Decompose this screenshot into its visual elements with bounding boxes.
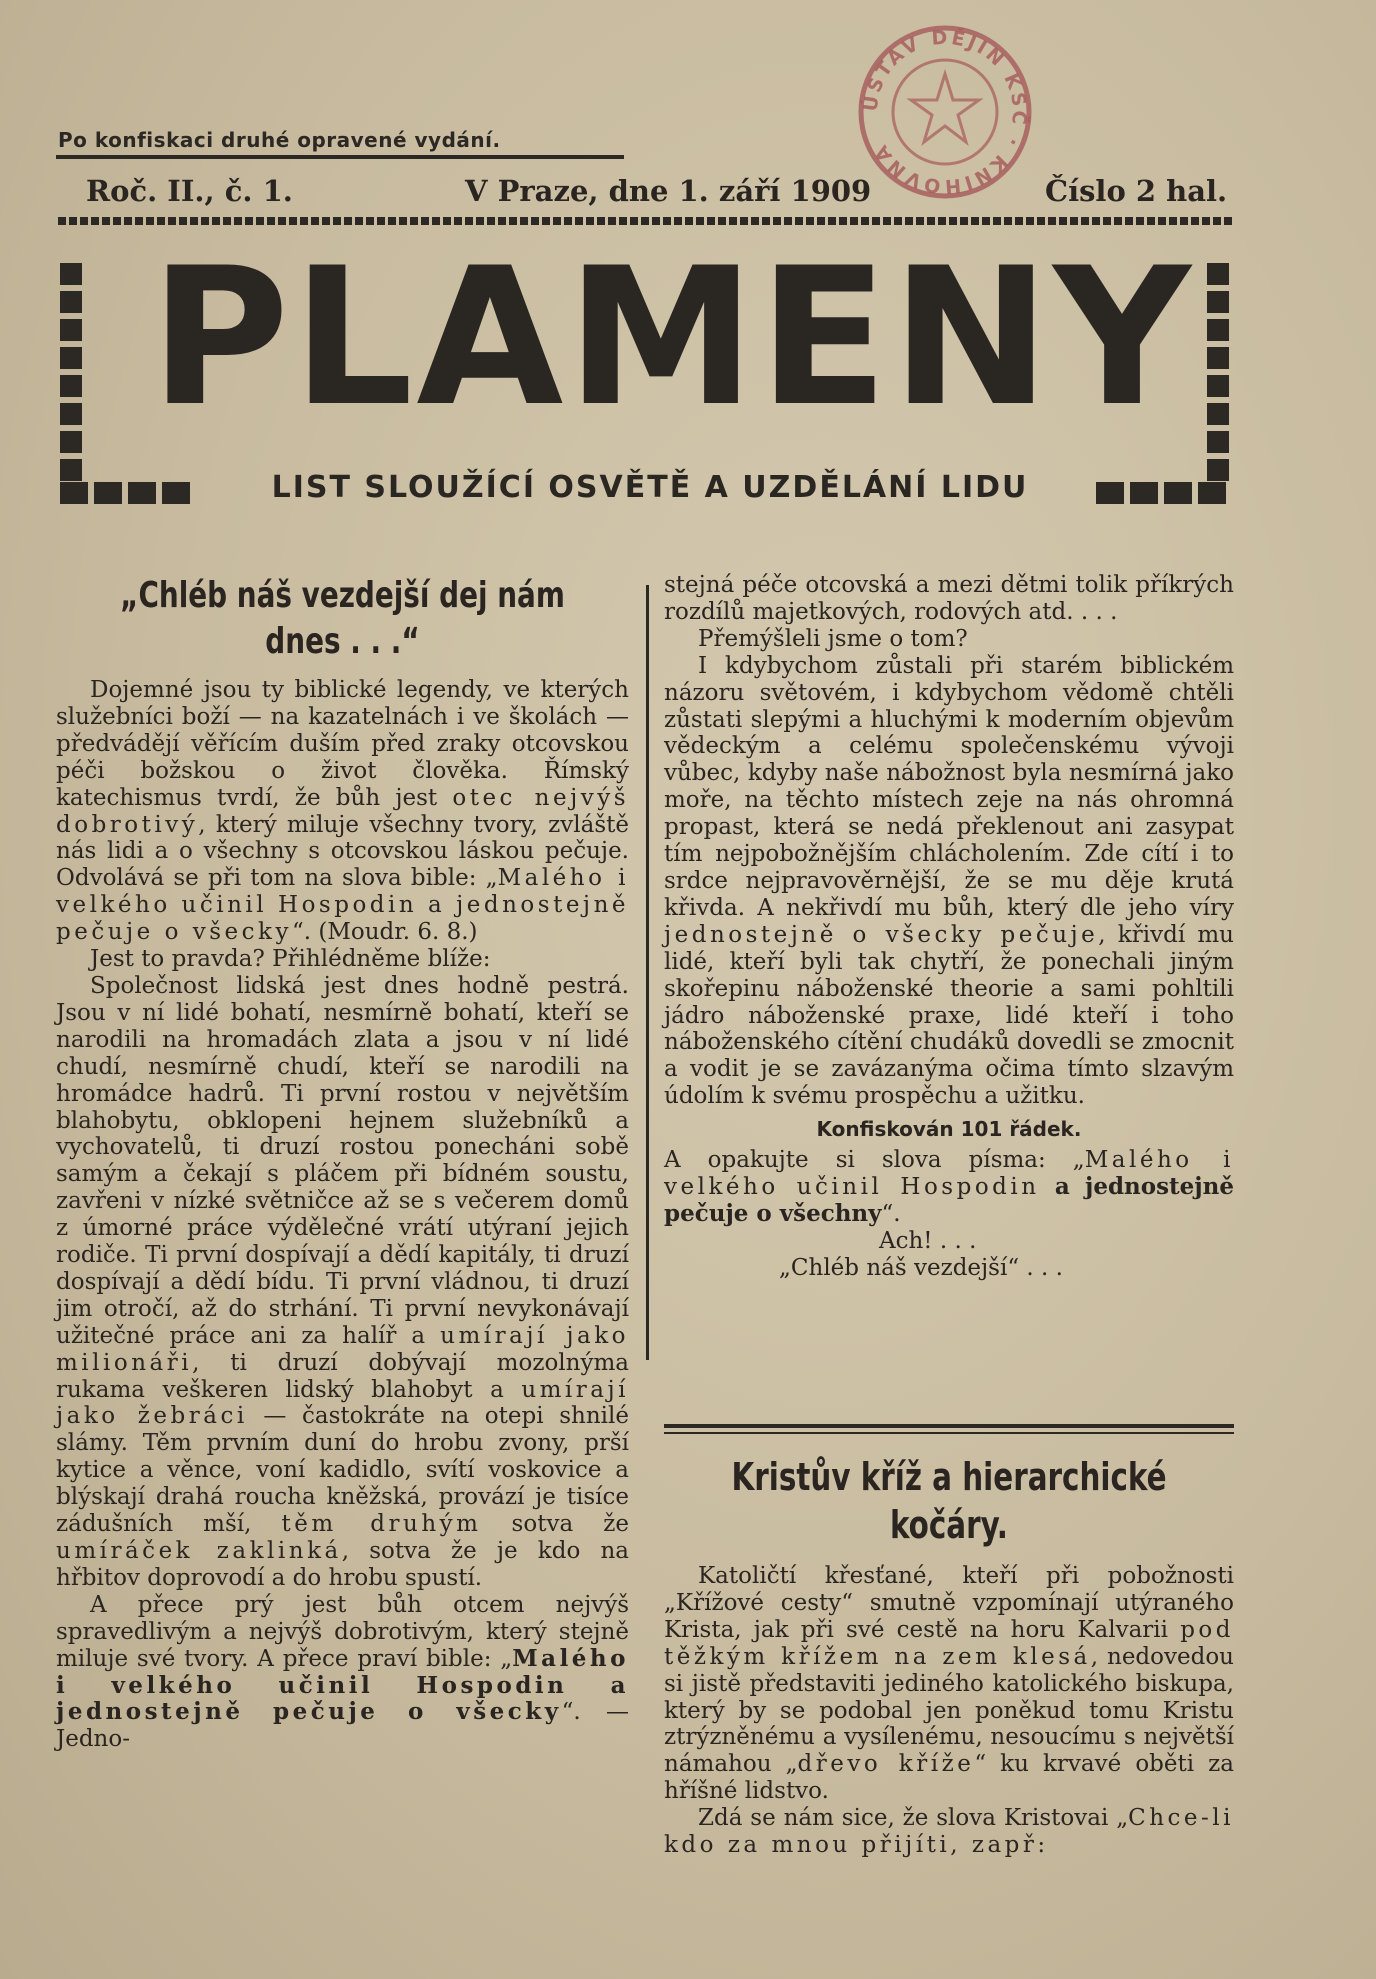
paragraph: Přemýšleli jsme o tom? [698,625,968,652]
text: umírají jako žebráci [56,1376,629,1430]
text: sotva že [481,1511,629,1538]
confiscation-note: Po konfiskaci druhé opravené vydání. [58,128,501,152]
text: jednostejně o všecky pečuje [664,921,1099,948]
top-dotted-rule [58,217,1234,225]
text: “. — Jedno- [56,1699,629,1753]
text: “. [881,1200,901,1227]
volume-number: Roč. II., č. 1. [86,174,293,208]
text: , křivdí mu lidé, kteří byli tak chytří, že ponechali jiným skořepinu náboženské theorie a sami pohltili jádro náboženské praxe, lidé kteří i toho náboženského cítění chudáků dovedli se zmocnit a vodit je se zavázanýma očima tímto slzavým údolím k svému prospěchu a užitku. [664,921,1234,1110]
place-date: V Praze, dne 1. září 1909 [465,174,872,208]
text: , ti druzí dobývají mozolnýma rukama veškeren lidský blahobyt a [56,1349,629,1403]
text: dřevo kříže [797,1751,975,1778]
text: těm druhým [281,1511,482,1538]
text: A opakujte si slova písma: „ [664,1147,1085,1174]
text: Dojemné jsou ty biblické legendy, ve kterých služebníci boží — na kazatelnách i ve školách — předvádějí věřícím duším před zraky otcovskou péči božskou o život člověka. Římský katechismus tvrdí, že bůh jest [56,677,629,811]
paragraph: stejná péče otcovská a mezi dětmi tolik příkrých rozdílů majetkových, rodových atd. . . . [664,572,1234,625]
text: umíráček zaklinká [56,1538,342,1564]
text: Zdá se nám sice, že slova Kristovai „ [698,1805,1129,1832]
confiscated-notice: Konfiskován 101 řádek. [816,1117,1082,1142]
text: “ ku krvavé oběti za hříšné lidstvo. [664,1751,1235,1805]
text: — častokráte na otepi shnilé slámy. Těm prvním duní do hrobu zvony, prší kytice a věnce, voní kadidlo, svítí voskovice a blýskají drahá roucha kněžská, provází je tisíce zádušních mší, [56,1403,629,1538]
text: , který miluje všechny tvory, zvláště nás lidi a o všechny s otcovskou láskou pečuje. Odvolává se při tom na slova bible: „ [56,811,629,892]
text: Společnost lidská jest dnes hodně pestrá. Jsou v ní lidé bohatí, nesmírně bohatí, kteří se narodili na hromadách zlata a jsou v ní lidé chudí, nesmírně chudí, kteří se narodili na hromádce hadrů. Ti první rostou v největším blahobytu, obklopeni hejnem služebníků a vychovatelů, ti druzí rostou ponecháni sobě samým a čekají s pláčem při bídném soustu, zavřeni v nízké světničce až se s večerem domů z úmorné práce výdělečné vrátí utýraní jejich rodiče. Ti první dospívají a dědí kapitály, ti druzí dospívají a dědí bídu. Ti první vládnou, ti druzí jim otročí, až do strhání. Ti první nevykonávají užitečné práce ani za halíř a [56,972,629,1349]
text: Katoličtí křesťané, kteří při pobožnosti „Křížové cesty“ smutně vzpomínají utýraného Krista, jak při své cestě na horu Kalvarii [664,1563,1234,1643]
text: , nedovedou si jistě představiti jediného katolického biskupa, který by se podobal jen poněkud tomu Kristu ztrýzněnému a vysílenému, nesoucímu s největší námahou „ [664,1643,1234,1778]
text: a jednostejně pečuje o všechny [664,1172,1234,1227]
text: Chce-li kdo za mnou přijíti, zapř: [664,1805,1234,1859]
section-rule [664,1424,1234,1428]
issue-price: Číslo 2 hal. [1045,174,1228,208]
masthead-subtitle: LIST SLOUŽÍCÍ OSVĚTĚ A UZDĚLÁNÍ LIDU [271,470,1029,505]
text: A přece prý jest bůh otcem nejvýš spravedlivým a nejvýš dobrotivým, který stejně miluje své tvory. A přece praví bible: „ [56,1591,629,1672]
article-1-headline: „Chléb náš vezdejší dej nám dnes . . .“ [120,575,565,662]
section-rule-thin [664,1432,1234,1434]
text: umírají jako milionáři [56,1322,629,1376]
paragraph: Ach! . . . [879,1227,977,1254]
text: Malého i velkého učinil Hospodin [664,1147,1234,1200]
text: I kdybychom zůstali při starém biblickém názoru světovém, i kdybychom vědomě chtěli zůstati slepými a hluchými k moderním objevům vědeckým a celému společenskému vývoji vůbec, kdyby naše nábožnost byla nesmírná jako moře, na těchto místech zeje na nás ohromná propast, která se nedá překlenout ani zasypat tím nejpobožnějším chlácholením. Zde cítí i to srdce nejpravověrnější, že se mu děje krutá křivda. A nekřivdí mu bůh, který dle jeho víry [664,652,1234,921]
svg-text:ÚSTAV DĚJIN KSČ · KNIHOVNA: ÚSTAV DĚJIN KSČ · KNIHOVNA [859,26,1031,198]
article-2 [664,1453,1234,1859]
column-divider [646,585,649,1360]
text: , sotva že je kdo na hřbitov doprovodí a do hrobu spustí. [56,1538,629,1591]
masthead-title: PLAMENY [150,227,1194,448]
article-2-headline: Kristův kříž a hierarchické kočáry. [731,1455,1167,1547]
text: pod těžkým křížem na zem klesá [664,1616,1234,1670]
article-1-column-1 [56,573,629,1753]
text: otec nejvýš dobrotivý [56,784,630,838]
note-underline [56,155,624,159]
article-1-column-2 [664,572,1234,1282]
text: Malého i velkého učinil Hospodin a jednostejně pečuje o všecky [56,865,629,946]
library-stamp [855,22,1035,202]
text: “. (Moudr. 6. 8.) [291,919,478,946]
paragraph: Jest to pravda? Přihlédněme blíže: [90,946,491,973]
paragraph: „Chléb náš vezdejší“ . . . [779,1254,1063,1281]
text: Malého i velkého učinil Hospodin a jednostejně pečuje o všecky [56,1644,629,1726]
